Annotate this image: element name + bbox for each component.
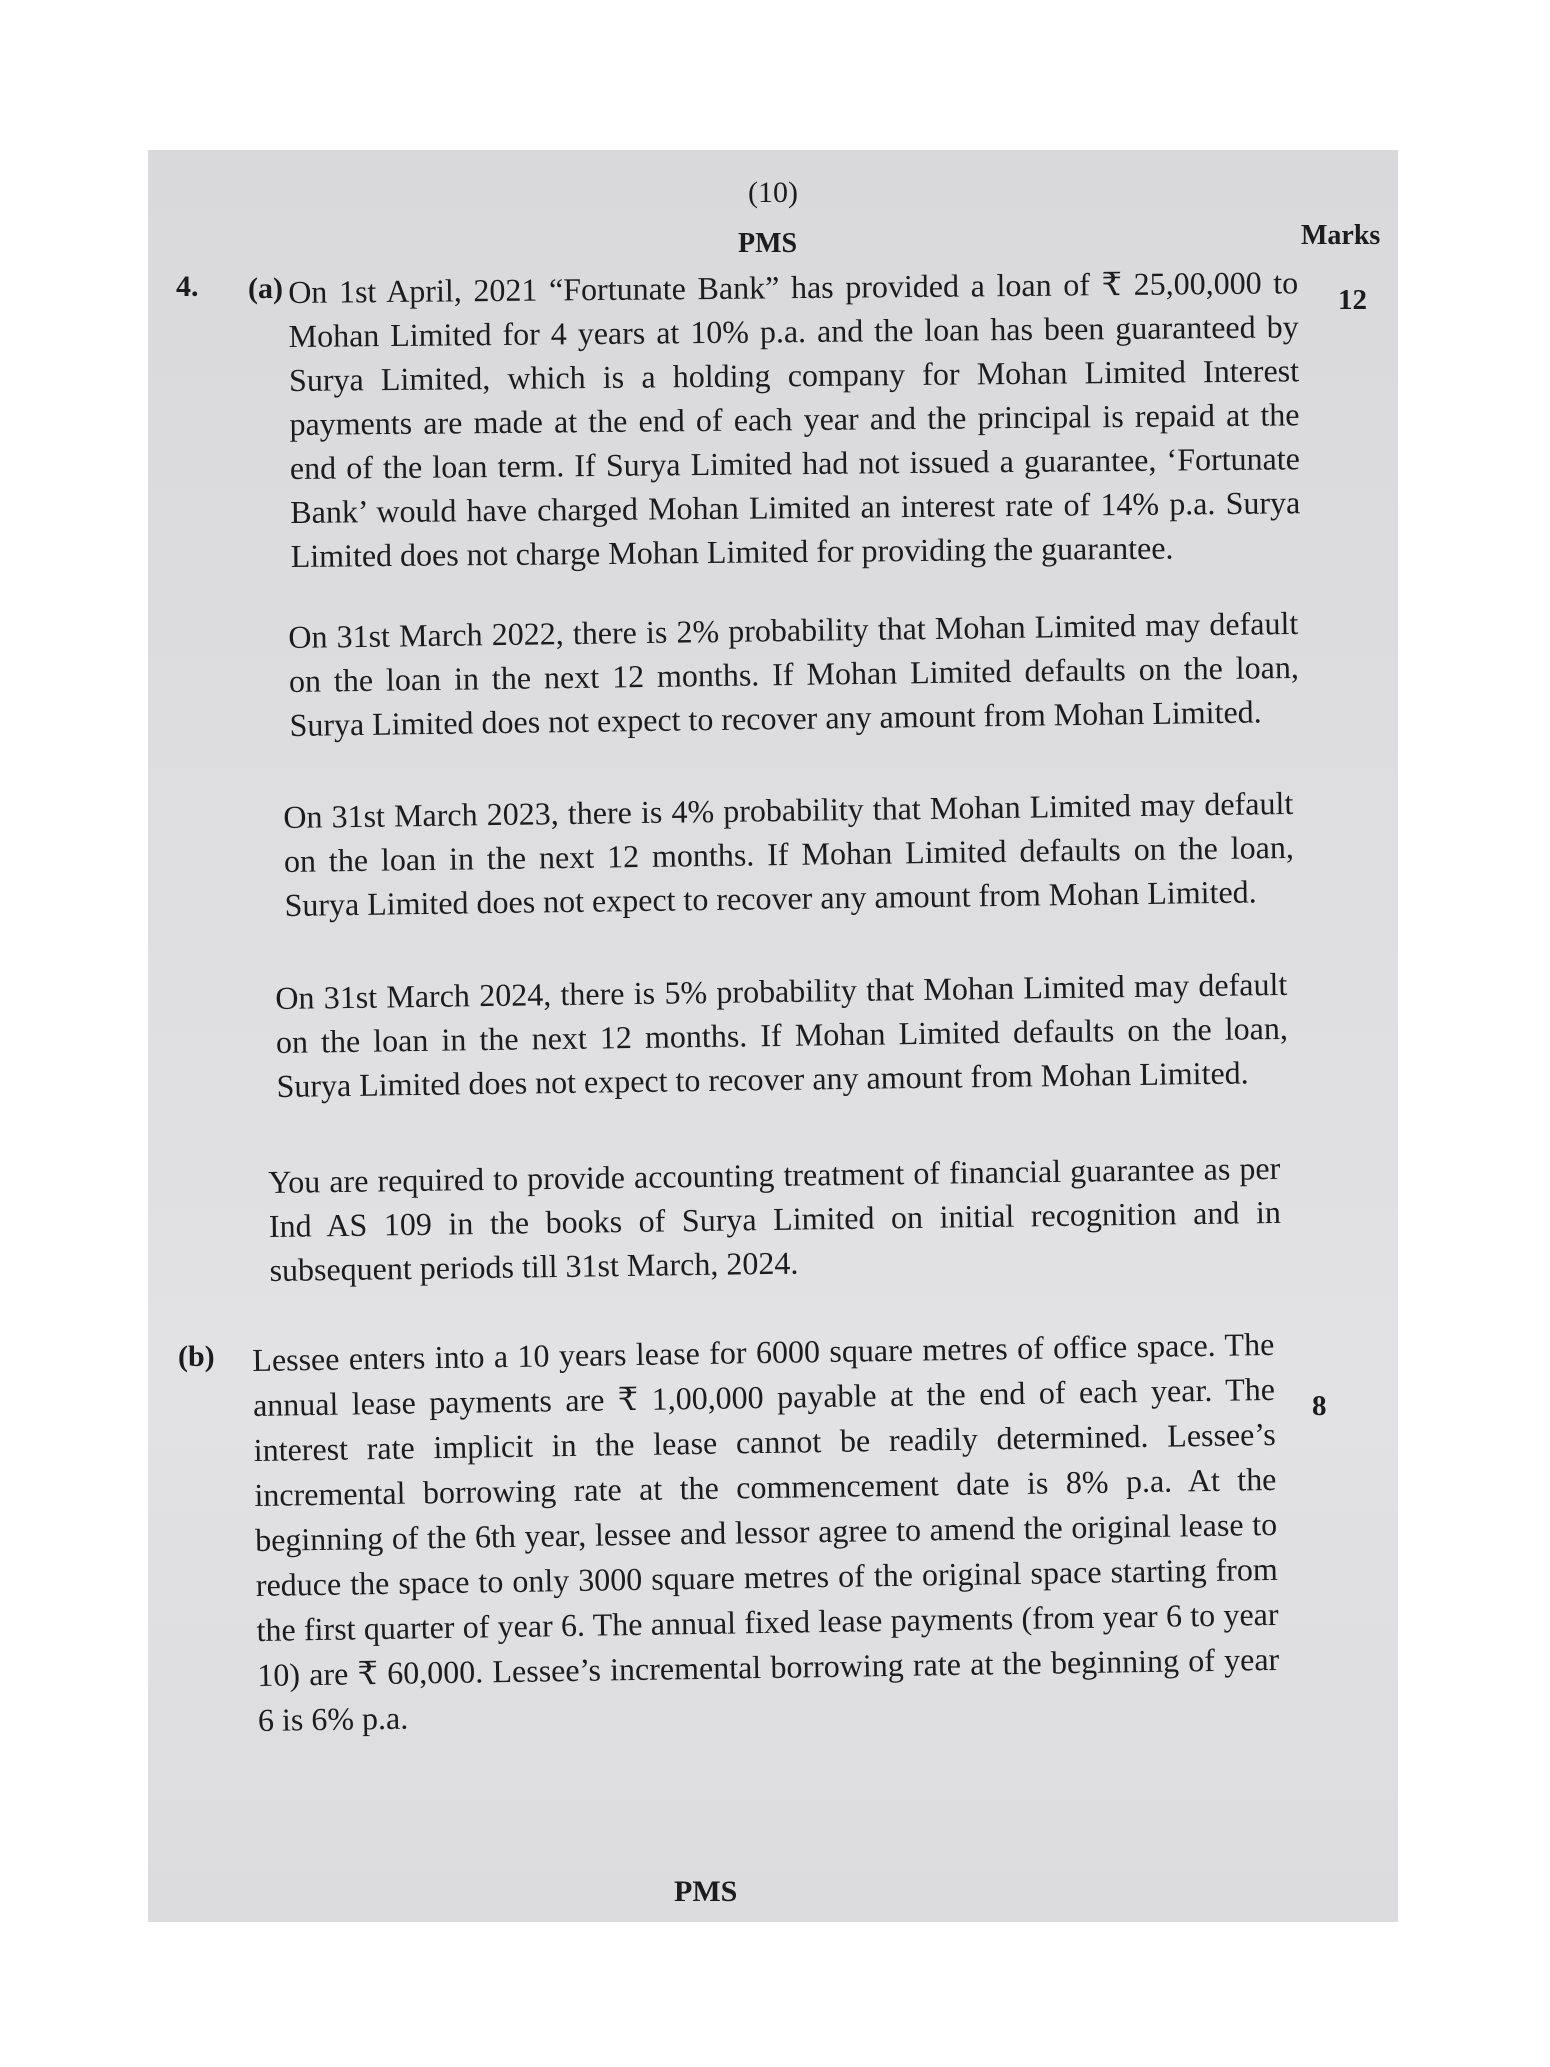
- exam-page-photo: [148, 150, 1398, 1922]
- part-a-paragraph-3: On 31st March 2023, there is 4% probability that Mohan Limited may default on the loan in the next 12 months. If Mohan Limited defaults on the loan, Surya Limited does not expect to recover any amount from Mohan Limited.: [283, 784, 1295, 923]
- marks-column-heading: Marks: [1301, 220, 1381, 251]
- paper-code-footer: PMS: [674, 1875, 738, 1908]
- part-a-paragraph-1: On 1st April, 2021 “Fortunate Bank” has provided a loan of ₹ 25,00,000 to Mohan Limited for 4 years at 10% p.a. and the loan has been guaranteed by Surya Limited, which is a holding company for Mohan Limited Interest payments are made at the end of each year and the principal is repaid at the end of the loan term. If Surya Limited had not issued a guarantee, ‘Fortunate Bank’ would have charged Mohan Limited an interest rate of 14% p.a. Surya Limited does not charge Mohan Limited for providing the guarantee.: [288, 264, 1301, 574]
- part-a-paragraph-2: On 31st March 2022, there is 2% probability that Mohan Limited may default on the loan in the next 12 months. If Mohan Limited defaults on the loan, Surya Limited does not expect to recover any amount from Mohan Limited.: [288, 604, 1300, 743]
- part-b-paragraph: Lessee enters into a 10 years lease for 6000 square metres of office space. The annual lease payments are ₹ 1,00,000 payable at the end of each year. The interest rate implicit in the lease cannot be readily determined. Lessee’s incremental borrowing rate at the commencement date is 8% p.a. At the beginning of the 6th year, lessee and lessor agree to amend the original lease to reduce the space to only 3000 square metres of the original space starting from the first quarter of year 6. The annual fixed lease payments (from year 6 to year 10) are ₹ 60,000. Lessee’s incremental borrowing rate at the beginning of year 6 is 6% p.a.: [252, 1325, 1280, 1738]
- part-a-marks: 12: [1338, 284, 1367, 316]
- part-b-label: (b): [178, 1340, 215, 1373]
- part-b-marks: 8: [1312, 1390, 1327, 1422]
- part-a-paragraph-5: You are required to provide accounting treatment of financial guarantee as per Ind AS 109 in the books of Surya Limited on initial recognition and in subsequent periods till 31st March, 2024.: [268, 1149, 1282, 1288]
- paper-code-header: PMS: [738, 228, 798, 259]
- part-a-label: (a): [248, 272, 283, 305]
- page-number: (10): [748, 176, 798, 209]
- part-a-paragraph-4: On 31st March 2024, there is 5% probability that Mohan Limited may default on the loan in the next 12 months. If Mohan Limited defaults on the loan, Surya Limited does not expect to recover any amount from Mohan Limited.: [275, 965, 1289, 1104]
- question-number: 4.: [176, 270, 199, 303]
